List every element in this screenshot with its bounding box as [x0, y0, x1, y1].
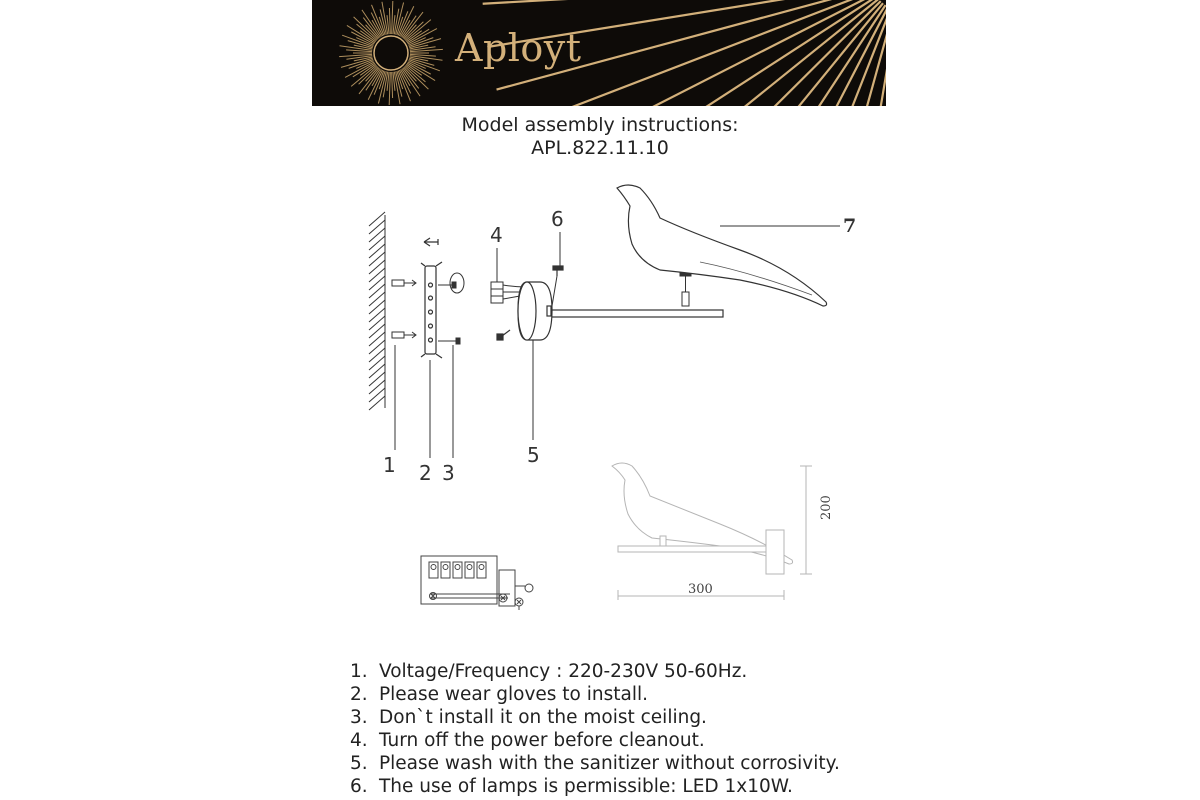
callout-7: 7	[843, 215, 857, 237]
callout-1: 1	[383, 453, 396, 477]
bird-shade	[617, 185, 827, 306]
list-item: 3. Don`t install it on the moist ceiling.	[350, 707, 707, 728]
canopy-screw	[552, 266, 563, 306]
callout-3: 3	[442, 461, 455, 485]
list-item: 5. Please wash with the sanitizer without corrosivity.	[350, 753, 840, 774]
callout-2: 2	[419, 461, 432, 485]
height-dimension: 200	[819, 495, 834, 520]
page-title: Model assembly instructions:	[461, 114, 739, 136]
canopy-base	[497, 282, 723, 340]
model-number: APL.822.11.10	[531, 137, 669, 159]
direction-arrow-icon	[424, 238, 438, 246]
callout-5: 5	[527, 443, 540, 467]
wall	[369, 212, 385, 410]
wall-anchors	[392, 280, 416, 338]
list-item: 2. Please wear gloves to install.	[350, 684, 649, 705]
callout-leaders	[395, 226, 840, 458]
bird-connector	[680, 270, 691, 306]
mounting-bracket	[421, 262, 442, 358]
brand-logo: Aployt	[455, 26, 582, 70]
instruction-list	[350, 660, 840, 798]
callout-4: 4	[490, 223, 503, 247]
wiring-diagram	[421, 556, 533, 610]
width-dimension: 300	[688, 582, 713, 597]
list-item: 4. Turn off the power before cleanout.	[350, 730, 705, 751]
callout-6: 6	[551, 207, 564, 231]
mounting-screws	[438, 273, 464, 344]
list-item: 6. The use of lamps is permissible: LED 1x10W.	[350, 776, 793, 797]
list-item: 1. Voltage/Frequency : 220-230V 50-60Hz.	[350, 661, 748, 682]
dimension-drawing	[612, 463, 812, 600]
